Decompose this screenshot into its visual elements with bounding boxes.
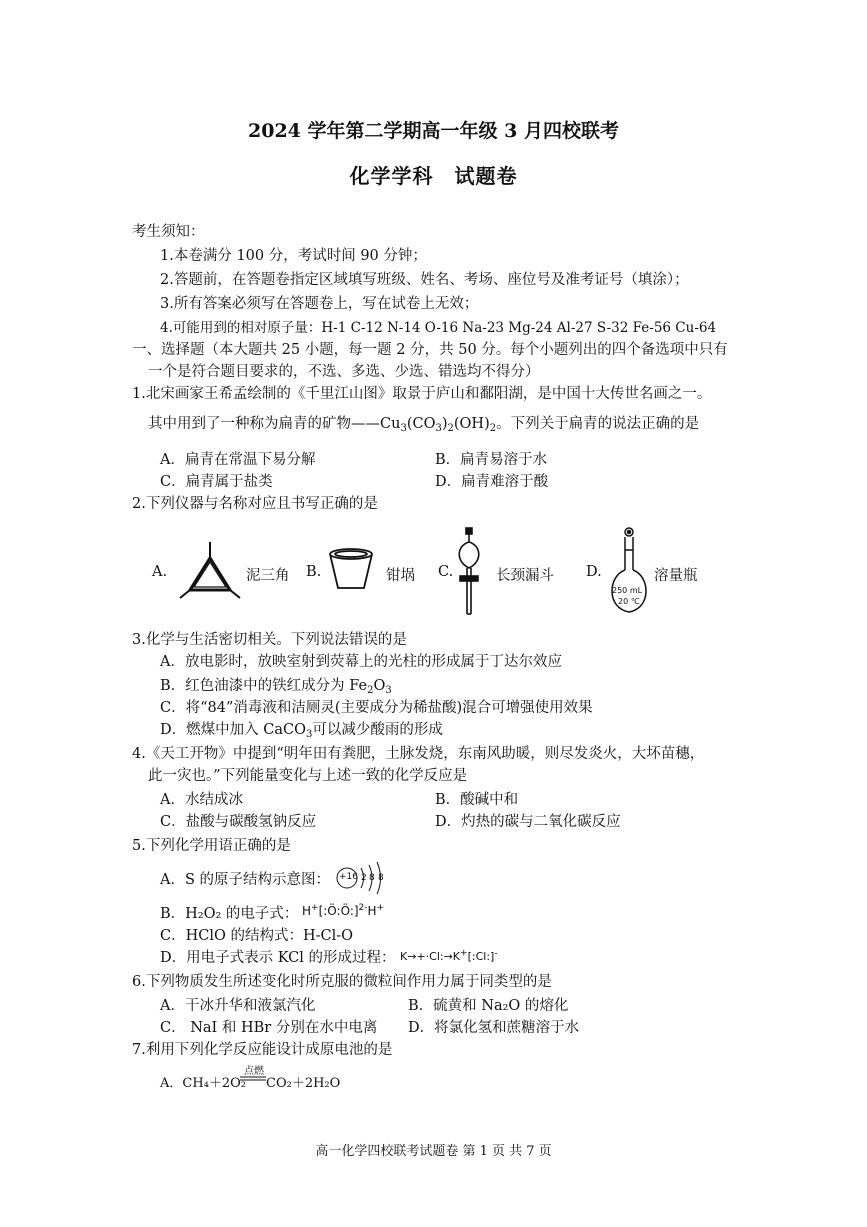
q2-name-d: 溶量瓶 xyxy=(654,568,698,584)
q2-letter-a: A. xyxy=(152,564,168,580)
q1-option-a: A．扁青在常温下易分解 xyxy=(160,452,316,468)
clay-triangle-figure xyxy=(178,540,243,600)
section-heading-cont: 一个是符合题目要求的，不选、多选、少选、错选均不得分） xyxy=(148,364,540,380)
flask-temp-label: 20 ℃ xyxy=(618,597,640,606)
q5-option-a: A．S 的原子结构示意图： xyxy=(160,872,331,888)
q1-stem: 1.北宋画家王希孟绘制的《千里江山图》取景于庐山和鄱阳湖，是中国十大传世名画之一。 xyxy=(132,386,712,402)
shell-3: 8 xyxy=(378,873,384,883)
page-footer: 高一化学四校联考试题卷 第 1 页 共 7 页 xyxy=(315,1144,552,1159)
q1-option-d: D．扁青难溶于酸 xyxy=(435,474,549,490)
crucible-figure xyxy=(326,548,376,592)
q2-name-b: 钳埚 xyxy=(386,568,415,584)
q7-condition: 点燃 xyxy=(244,1066,264,1077)
q7-stem: 7.利用下列化学反应能设计成原电池的是 xyxy=(132,1042,393,1058)
q3-stem: 3.化学与生活密切相关。下列说法错误的是 xyxy=(132,632,407,648)
exam-title: 2024 学年第二学期高一年级 3 月四校联考 xyxy=(248,120,619,142)
q3-option-c: C．将“84”消毒液和洁厕灵(主要成分为稀盐酸)混合可增强使用效果 xyxy=(160,700,593,716)
exam-subtitle: 化学学科 试题卷 xyxy=(349,164,518,188)
q1-stem-cont: 其中用到了一种称为扁青的矿物$——Cu_3(CO_3)_2(OH)_2$。下列关于扁青的说法正确的是 xyxy=(148,416,700,434)
q4-stem-cont: 此一灾也。”下列能量变化与上述一致的化学反应是 xyxy=(148,768,468,784)
q4-option-b: B．酸碱中和 xyxy=(435,792,519,808)
q1-formula: $Cu_3(CO_3)_2(OH)_2$ xyxy=(380,416,497,434)
q7-option-a: A．CH₄＋2O₂ xyxy=(160,1076,247,1091)
q1-option-b: B．扁青易溶于水 xyxy=(435,452,548,468)
q2-stem: 2.下列仪器与名称对应且书写正确的是 xyxy=(132,496,378,512)
nucleus-charge: +16 xyxy=(339,872,358,882)
shell-1: 2 xyxy=(361,873,367,883)
q4-option-c: C．盐酸与碳酸氢钠反应 xyxy=(160,814,317,830)
flask-volume-label: 250 mL xyxy=(612,586,643,595)
q5-option-d: D．用电子式表示 KCl 的形成过程： xyxy=(160,950,396,966)
q3-option-a: A．放电影时，放映室射到荧幕上的光柱的形成属于丁达尔效应 xyxy=(160,654,562,670)
q4-stem: 4.《天工开物》中提到“明年田有粪肥，土脉发烧，东南风助暖，则尽发炎火，大坏苗穗， xyxy=(132,746,705,762)
q4-option-d: D．灼热的碳与二氧化碳反应 xyxy=(435,814,621,830)
q2-letter-c: C. xyxy=(438,564,454,580)
q2-letter-d: D. xyxy=(586,564,602,580)
q6-option-c: C． NaI 和 HBr 分别在水中电离 xyxy=(160,1020,378,1036)
shell-2: 8 xyxy=(369,873,375,883)
q2-letter-b: B. xyxy=(306,564,322,580)
h2o2-electron-formula: H+[:Ö:Ö:]$^{2-}$H+ xyxy=(302,903,385,918)
q1-option-c: C．扁青属于盐类 xyxy=(160,474,273,490)
q6-option-b: B．硫黄和 Na₂O 的熔化 xyxy=(408,998,569,1014)
notice-item-4: 4.可能用到的相对原子量：H-1 C-12 N-14 O-16 Na-23 Mg-24 Al-27 S-32 Fe-56 Cu-64 xyxy=(160,320,717,336)
section-heading: 一、选择题（本大题共 25 小题，每一题 2 分，共 50 分。每个小题列出的四个备选项中只有 xyxy=(132,342,728,358)
notice-item-3: 3.所有答案必须写在答题卷上，写在试卷上无效； xyxy=(160,296,479,312)
q7-option-a-products: CO₂＋2H₂O xyxy=(266,1076,341,1091)
notice-label: 考生须知： xyxy=(132,224,205,240)
q4-option-a: A．水结成冰 xyxy=(160,792,243,808)
q5-option-c: C．HClO 的结构式：H-Cl-O xyxy=(160,928,354,944)
q6-option-d: D．将氯化氢和蔗糖溶于水 xyxy=(408,1020,580,1036)
separatory-funnel-figure xyxy=(454,528,484,618)
q3-option-b: B．红色油漆中的铁红成分为 $Fe_2O_3$ xyxy=(160,678,392,696)
q5-stem: 5.下列化学用语正确的是 xyxy=(132,838,291,854)
q3-option-d: D．燃煤中加入 CaCO$_3$可以减少酸雨的形成 xyxy=(160,722,443,740)
notice-item-1: 1.本卷满分 100 分，考试时间 90 分钟； xyxy=(160,248,427,264)
q6-option-a: A．干冰升华和液氯汽化 xyxy=(160,998,316,1014)
q5-option-b: B．H₂O₂ 的电子式： xyxy=(160,906,299,922)
q2-name-a: 泥三角 xyxy=(246,568,290,584)
notice-item-2: 2.答题前，在答题卷指定区域填写班级、姓名、考场、座位号及准考证号（填涂）； xyxy=(160,272,689,288)
q6-stem: 6.下列物质发生所述变化时所克服的微粒间作用力属于同类型的是 xyxy=(132,974,552,990)
q2-name-c: 长颈漏斗 xyxy=(496,568,554,584)
kcl-formation-process: K→+·Cl:→K+[:Cl:]- xyxy=(400,948,498,963)
reaction-equals-sign xyxy=(240,1076,266,1082)
